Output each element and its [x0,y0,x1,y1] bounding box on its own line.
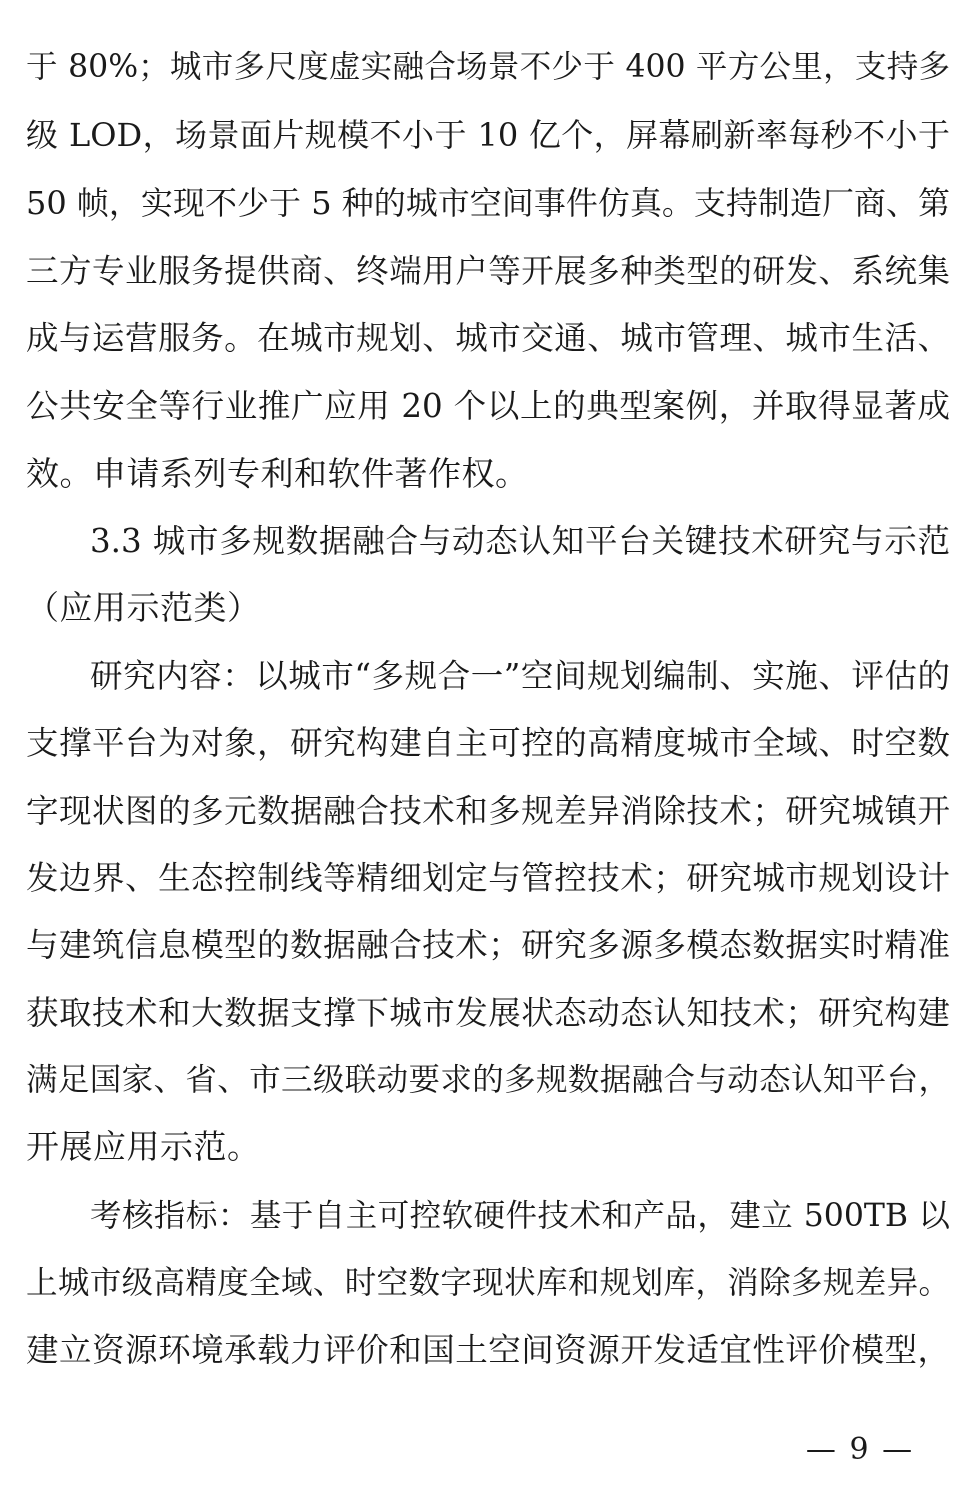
section-heading: 3.3 城市多规数据融合与动态认知平台关键技术研究与示范 [90,522,950,560]
paragraph-line: 级 LOD，场景面片规模不小于 10 亿个，屏幕刷新率每秒不小于 [26,116,950,154]
paragraph-line: 研究内容：以城市“多规合一”空间规划编制、实施、评估的 [90,657,950,695]
page-number: — 9 — [805,1432,915,1467]
paragraph-line: 字现状图的多元数据融合技术和多规差异消除技术；研究城镇开 [26,792,950,830]
paragraph-line: 上城市级高精度全域、时空数字现状库和规划库，消除多规差异。 [26,1265,950,1301]
paragraph-line: 获取技术和大数据支撑下城市发展状态动态认知技术；研究构建 [26,994,950,1032]
paragraph-line: 发边界、生态控制线等精细划定与管控技术；研究城市规划设计 [26,859,950,897]
paragraph-line: 于 80%；城市多尺度虚实融合场景不少于 400 平方公里，支持多 [26,49,950,85]
paragraph-line: 建立资源环境承载力评价和国土空间资源开发适宜性评价模型， [26,1331,950,1369]
paragraph-line: 效。申请系列专利和软件著作权。 [26,454,529,493]
paragraph-line: 支撑平台为对象，研究构建自主可控的高精度城市全域、时空数 [26,724,950,762]
paragraph-line: 考核指标：基于自主可控软硬件技术和产品，建立 500TB 以 [90,1198,950,1234]
paragraph-line: 三方专业服务提供商、终端用户等开展多种类型的研发、系统集 [26,252,950,290]
paragraph-line: 与建筑信息模型的数据融合技术；研究多源多模态数据实时精准 [26,926,950,964]
section-heading-category: （应用示范类） [26,588,261,627]
paragraph-line: 公共安全等行业推广应用 20 个以上的典型案例，并取得显著成 [26,387,950,425]
paragraph-line: 成与运营服务。在城市规划、城市交通、城市管理、城市生活、 [26,319,950,357]
paragraph-line: 满足国家、省、市三级联动要求的多规数据融合与动态认知平台， [26,1062,950,1098]
paragraph-line: 开展应用示范。 [26,1127,261,1166]
paragraph-line: 50 帧，实现不少于 5 种的城市空间事件仿真。支持制造厂商、第 [26,184,950,222]
